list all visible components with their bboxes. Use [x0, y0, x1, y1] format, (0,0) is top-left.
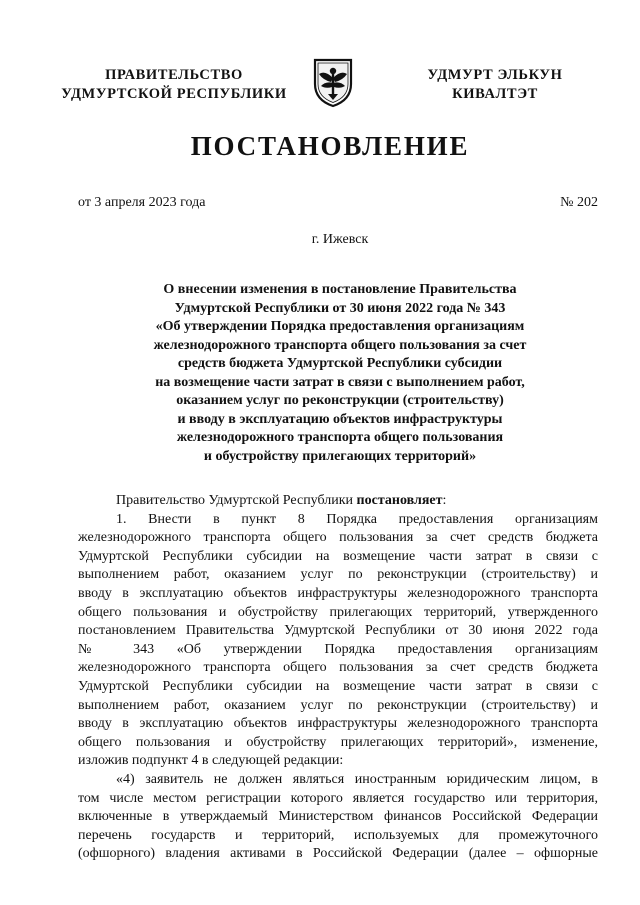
body-line: (офшорного) владения активами в Российской Федерации (далее – офшорные: [78, 846, 598, 862]
title-line: и вводу в эксплуатацию объектов инфраструктуры: [177, 411, 503, 427]
title-line: и обустройству прилегающих территорий»: [203, 448, 477, 464]
title-line: средств бюджета Удмуртской Республики субсидии: [177, 356, 503, 371]
document-number: № 202: [560, 195, 598, 210]
title-line: «Об утверждении Порядка предоставления организациям: [155, 319, 525, 334]
coat-of-arms-icon: [311, 56, 355, 108]
body-line: железнодорожного транспорта общего пользования за счет средств бюджета: [78, 660, 598, 676]
intro-decree-word: постановляет: [356, 493, 443, 508]
header-left-line: ПРАВИТЕЛЬСТВО: [105, 67, 243, 83]
body-line: выполнением работ, оказанием услуг по реконструкции (строительству) и: [78, 697, 598, 713]
header-government-name-ru: [58, 66, 290, 104]
body-line: железнодорожного транспорта общего пользования за счет средств бюджета: [78, 530, 598, 546]
header-left-line: УДМУРТСКОЙ РЕСПУБЛИКИ: [61, 86, 287, 102]
intro-text: Правительство Удмуртской Республики: [116, 493, 357, 508]
body-line: «4) заявитель не должен являться иностранным юридическим лицом, в: [116, 771, 598, 787]
body-line: Удмуртской Республики субсидии на возмещение части затрат в связи с: [78, 678, 598, 694]
title-line: Удмуртской Республики от 30 июня 2022 года № 343: [174, 300, 506, 316]
body-line: выполнением работ, оказанием услуг по реконструкции (строительству) и: [78, 567, 598, 583]
document-title: [100, 281, 580, 466]
body-line: вводу в эксплуатацию объектов инфраструктуры железнодорожного транспорта: [78, 716, 598, 732]
title-line: железнодорожного транспорта общего пользования: [176, 430, 504, 445]
title-line: О внесении изменения в постановление Правительства: [163, 282, 517, 297]
body-line: изложив подпункт 4 в следующей редакции:: [78, 753, 344, 769]
body-line: вводу в эксплуатацию объектов инфраструктуры железнодорожного транспорта: [78, 585, 598, 601]
document-date: от 3 апреля 2023 года: [78, 195, 206, 210]
document-body: [78, 492, 598, 864]
header-right-line: КИВАЛТЭТ: [452, 86, 538, 102]
body-line: общего пользования и обустройству прилегающих территорий», изменение,: [78, 734, 598, 750]
body-line: включенные в утверждаемый Министерством финансов Российской Федерации: [78, 809, 598, 825]
intro-paragraph: [78, 492, 598, 511]
document-type: ПОСТАНОВЛЕНИЕ: [190, 131, 470, 161]
title-line: на возмещение части затрат в связи с выполнением работ,: [155, 374, 525, 390]
header-right-line: УДМУРТ ЭЛЬКУН: [427, 67, 563, 83]
document-city: г. Ижевск: [311, 232, 369, 247]
body-line: Удмуртской Республики субсидии на возмещение части затрат в связи с: [78, 548, 598, 564]
intro-end: :: [442, 493, 447, 508]
header-government-name-udm: [395, 66, 595, 104]
title-line: железнодорожного транспорта общего пользования за счет: [153, 337, 527, 353]
body-line: № 343 «Об утверждении Порядка предоставления организациям: [78, 641, 598, 657]
title-line: оказанием услуг по реконструкции (строительству): [176, 393, 504, 408]
body-line: общего пользования и обустройству прилегающих территорий, утвержденного: [78, 604, 598, 620]
body-line: перечень государств и территорий, используемых для промежуточного: [78, 827, 598, 843]
body-line: том числе местом регистрации которого является государство или территория,: [78, 790, 598, 806]
body-line: постановлением Правительства Удмуртской Республики от 30 июня 2022 года: [78, 623, 598, 639]
body-line: 1. Внести в пункт 8 Порядка предоставления организациям: [116, 511, 598, 527]
